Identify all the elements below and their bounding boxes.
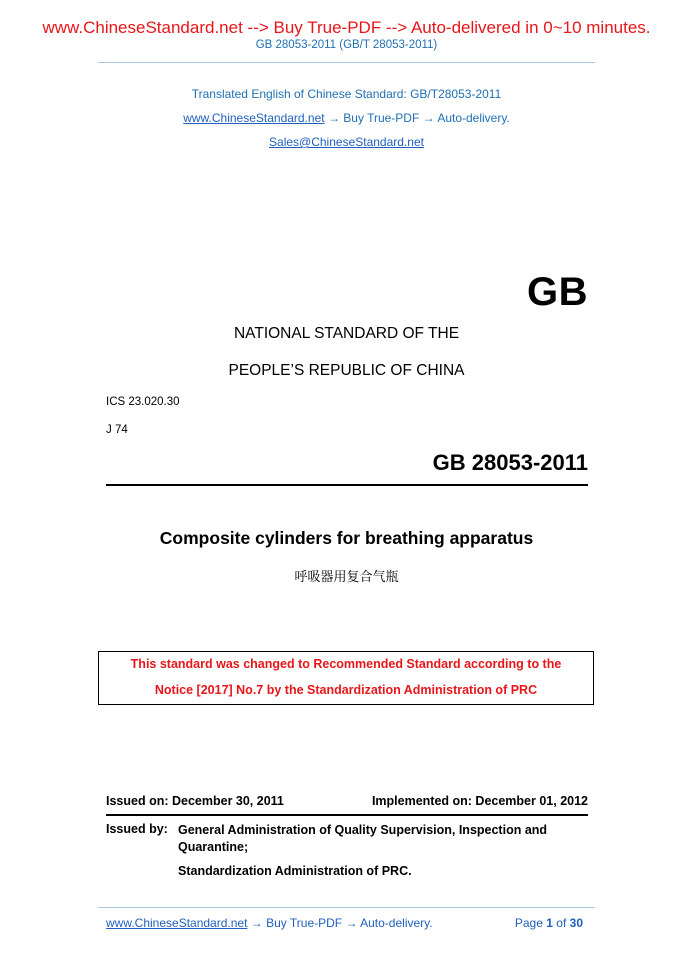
issued-on: Issued on: December 30, 2011 [106,794,284,808]
title-chinese: 呼吸器用复合气瓶 [294,570,399,585]
sales-line [0,135,693,149]
ics-code: ICS 23.020.30 [106,396,180,408]
page-total: 30 [569,916,583,930]
page-of: of [556,916,567,930]
page-indicator [515,916,583,930]
banner-title[interactable]: www.ChineseStandard.net --> Buy True-PDF --> Auto-delivered in 0~10 minutes. [42,18,651,37]
notice-line1: This standard was changed to Recommended Standard according to the [130,657,562,671]
issuer-1: General Administration of Quality Supervision, Inspection and Quarantine; [178,823,548,854]
header-divider [98,62,595,63]
national-standard-line2: PEOPLE’S REPUBLIC OF CHINA [228,362,465,379]
footer-buy-text: → Buy True-PDF → Auto-delivery. [250,916,433,930]
page-label: Page [514,916,543,930]
sales-email-link[interactable]: Sales@ChineseStandard.net [269,135,424,149]
buy-text: → Buy True-PDF → Auto-delivery. [327,111,510,125]
page-current: 1 [546,916,553,930]
notice-box [98,651,594,705]
standard-number: GB 28053-2011 [432,450,588,475]
implemented-on: Implemented on: December 01, 2012 [371,794,588,808]
issue-divider [106,814,588,816]
banner-subtitle: GB 28053-2011 (GB/T 28053-2011) [255,39,438,51]
issued-by-label: Issued by: [106,822,168,836]
site-link[interactable]: www.ChineseStandard.net [183,111,325,125]
footer-divider [98,907,595,908]
issuer-2: Standardization Administration of PRC. [178,864,412,878]
national-standard-line1: NATIONAL STANDARD OF THE [233,325,460,342]
footer-links [106,916,433,930]
standard-divider [106,484,588,486]
title-english: Composite cylinders for breathing apparatus [159,528,534,548]
translated-note: Translated English of Chinese Standard: GB/T28053-2011 [191,87,502,101]
j-code: J 74 [106,424,128,436]
gb-mark: GB [527,270,588,314]
header-links [0,111,693,125]
notice-line2: Notice [2017] No.7 by the Standardization Administration of PRC [154,683,538,697]
footer-site-link[interactable]: www.ChineseStandard.net [106,916,248,930]
